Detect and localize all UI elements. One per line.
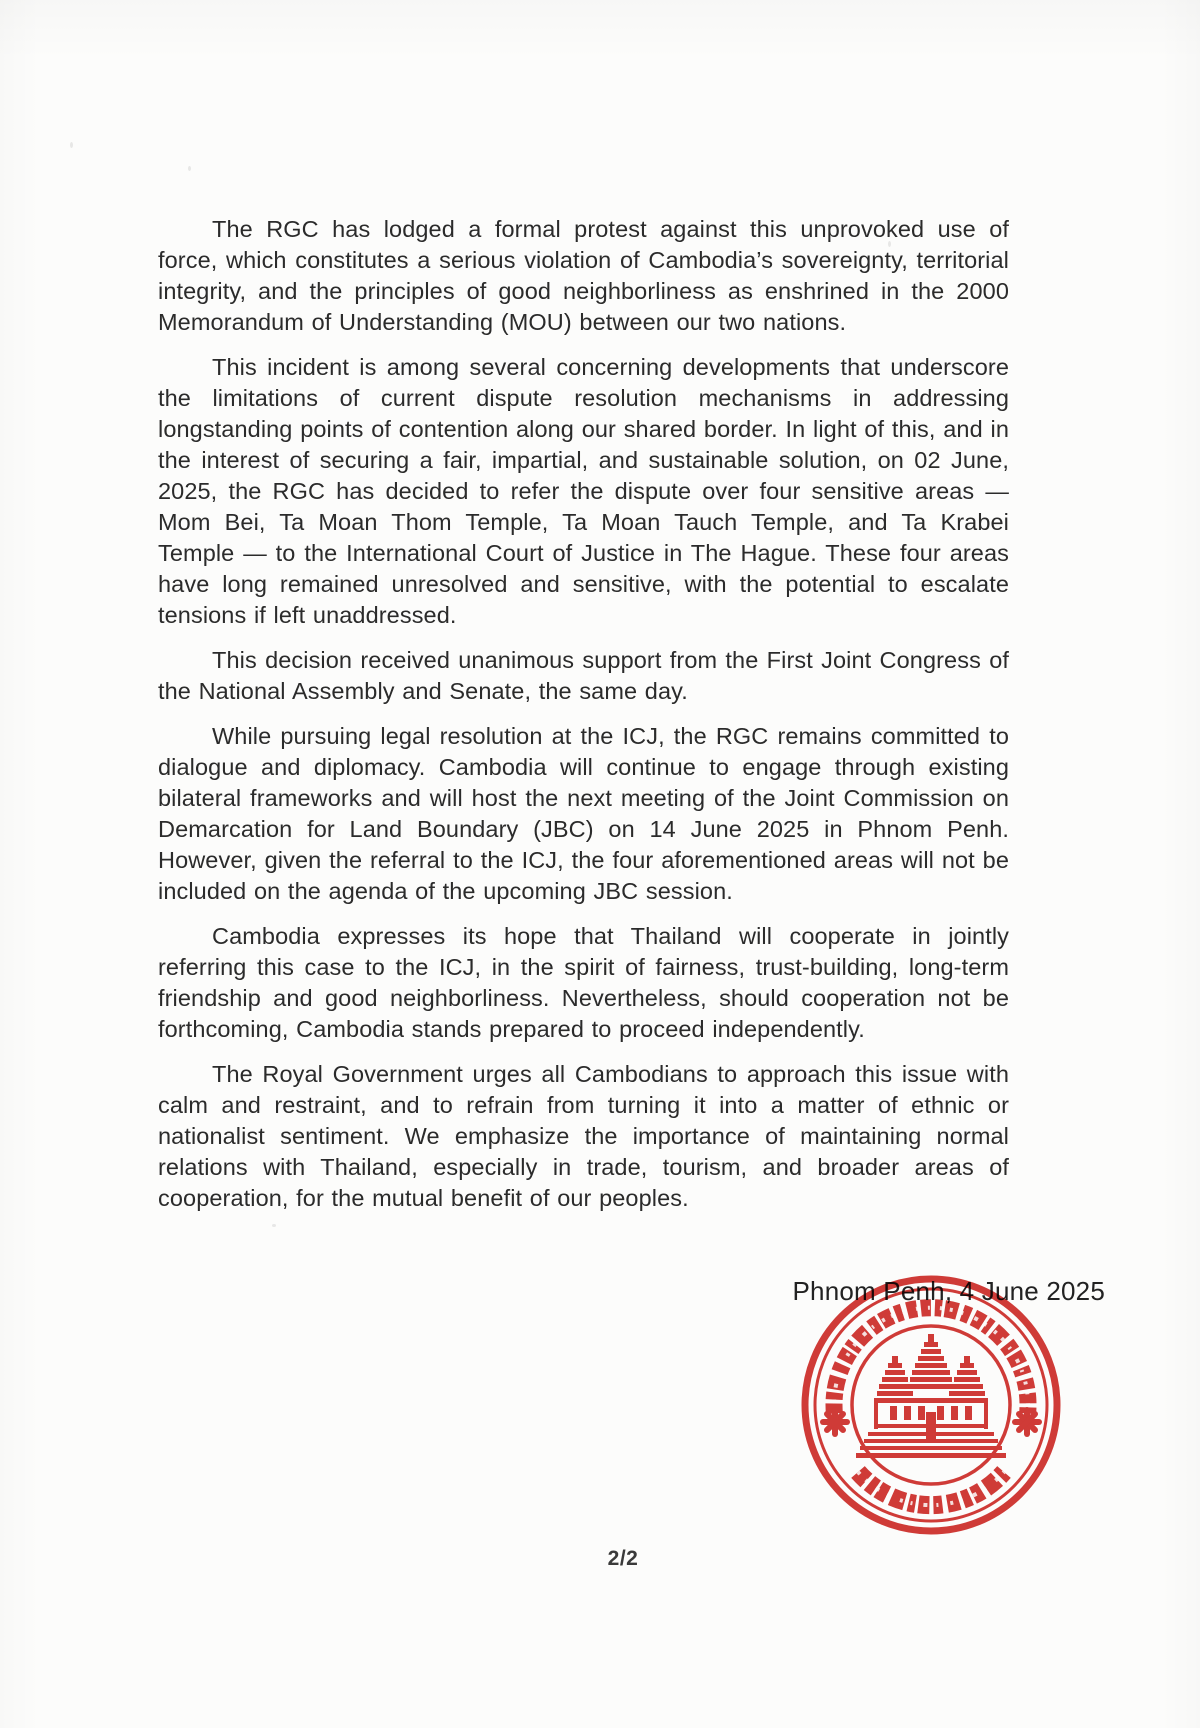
angkor-wat-emblem-icon — [856, 1334, 1006, 1458]
paragraph-1: The RGC has lodged a formal protest against this unprovoked use of force, which constitutes a serious violation of Cambodia’s sovereignty, territorial integrity, and the principles of good neighborliness as enshrined in the 2000 Memorandum of Understanding (MOU) between our two nations. — [158, 216, 1009, 335]
seal-star-right — [1015, 1410, 1039, 1434]
paragraph-4: While pursuing legal resolution at the ICJ, the RGC remains committed to dialogue and diplomacy. Cambodia will continue to engage through existing bilateral frameworks and will host the next meeting of the Joint Commission on Demarcation for Land Boundary (JBC) on 14 June 2025 in Phnom Penh. However, given the referral to the ICJ, the four aforementioned areas will not be included on the agenda of the upcoming JBC session. — [158, 723, 1009, 904]
scan-speck — [70, 142, 73, 148]
seal-star-left — [823, 1410, 847, 1434]
scan-speck — [188, 166, 191, 171]
paragraph-3: This decision received unanimous support from the First Joint Congress of the National Assembly and Senate, the same day. — [158, 647, 1009, 704]
paragraph-5: Cambodia expresses its hope that Thailand will cooperate in jointly referring this case to the ICJ, in the spirit of fairness, trust-building, long-term friendship and good neighborliness. Nevertheless, should cooperation not be forthcoming, Cambodia stands prepared to proceed independently. — [158, 923, 1009, 1042]
dateline: Phnom Penh, 4 June 2025 — [792, 1276, 1105, 1306]
royal-government-seal-icon — [798, 1272, 1064, 1538]
seal-outer-inner-line — [815, 1289, 1047, 1521]
paragraph-6: The Royal Government urges all Cambodians to approach this issue with calm and restraint, and to refrain from turning it into a matter of ethnic or nationalist sentiment. We emphasize the importance of maintaining normal relations with Thailand, especially in trade, tourism, and broader areas of cooperation, for the mutual benefit of our peoples. — [158, 1061, 1009, 1211]
document-body — [158, 214, 1009, 1228]
seal-outer-ring — [805, 1279, 1057, 1531]
official-seal — [798, 1272, 1064, 1538]
page-number: 2/2 — [607, 1547, 639, 1570]
paragraph-2: This incident is among several concerning developments that underscore the limitations of current dispute resolution mechanisms in addressing longstanding points of contention along our shared border. In light of this, and in the interest of securing a fair, impartial, and sustainable solution, on 02 June, 2025, the RGC has decided to refer the dispute over four sensitive areas — Mom Bei, Ta Moan Thom Temple, Ta Moan Tauch Temple, and Ta Krabei Temple — to the International Court of Justice in The Hague. These four areas have long remained unresolved and sensitive, with the potential to escalate tensions if left unaddressed. — [158, 354, 1009, 628]
seal-bottom-arc-script — [858, 1472, 1004, 1505]
